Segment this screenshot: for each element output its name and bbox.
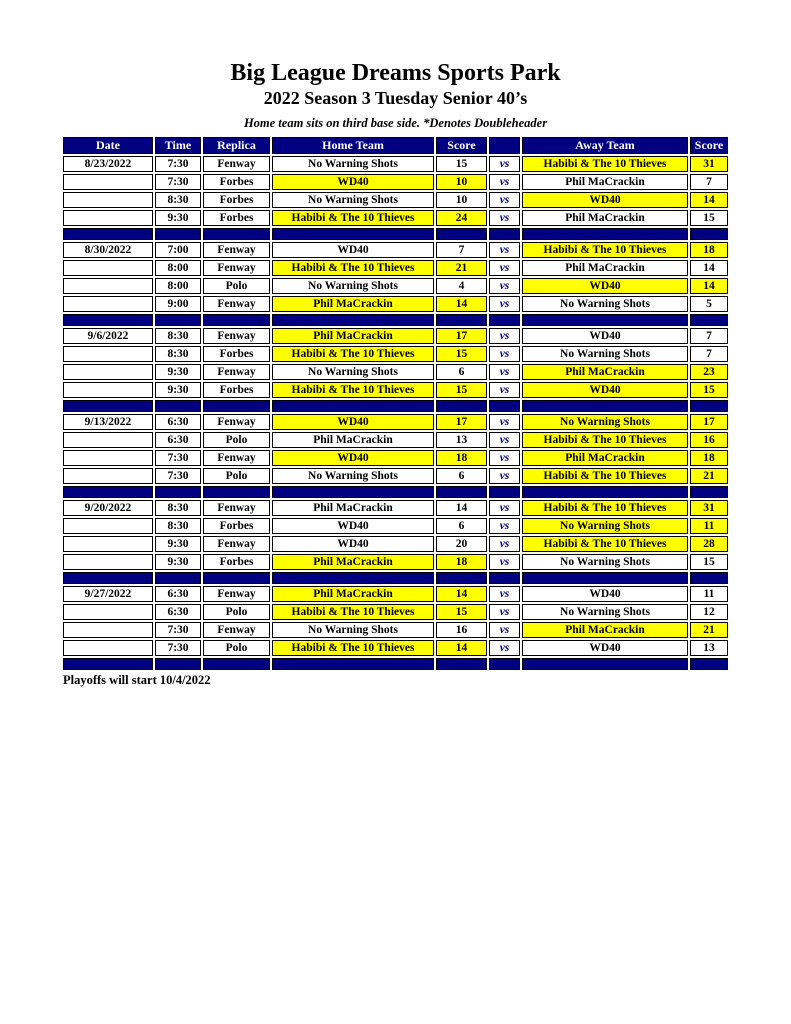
separator-cell (522, 658, 688, 670)
home-score-cell: 18 (436, 450, 487, 466)
time-cell: 9:00 (155, 296, 201, 312)
away-score-cell: 18 (690, 450, 728, 466)
away-team-cell: WD40 (522, 382, 688, 398)
separator-cell (203, 228, 270, 240)
home-team-cell: Habibi & The 10 Thieves (272, 604, 434, 620)
vs-cell: vs (489, 468, 520, 484)
separator-cell (63, 228, 153, 240)
time-cell: 7:30 (155, 174, 201, 190)
col-header-vs (489, 137, 520, 154)
time-cell: 8:00 (155, 260, 201, 276)
game-row (63, 260, 728, 276)
date-cell (63, 604, 153, 620)
time-cell: 9:30 (155, 554, 201, 570)
time-cell: 9:30 (155, 382, 201, 398)
home-score-cell: 14 (436, 500, 487, 516)
game-row (63, 450, 728, 466)
separator-cell (203, 314, 270, 326)
time-cell: 8:30 (155, 192, 201, 208)
away-score-cell: 14 (690, 192, 728, 208)
separator-row (63, 486, 728, 498)
home-team-cell: Phil MaCrackin (272, 586, 434, 602)
game-row (63, 156, 728, 172)
home-score-cell: 18 (436, 554, 487, 570)
game-row (63, 328, 728, 344)
game-row (63, 604, 728, 620)
home-team-cell: No Warning Shots (272, 364, 434, 380)
time-cell: 6:30 (155, 586, 201, 602)
replica-cell: Fenway (203, 500, 270, 516)
home-score-cell: 6 (436, 468, 487, 484)
time-cell: 8:30 (155, 500, 201, 516)
game-row (63, 364, 728, 380)
vs-cell: vs (489, 296, 520, 312)
game-row (63, 174, 728, 190)
replica-cell: Polo (203, 278, 270, 294)
away-score-cell: 12 (690, 604, 728, 620)
separator-cell (203, 400, 270, 412)
time-cell: 7:30 (155, 640, 201, 656)
time-cell: 7:00 (155, 242, 201, 258)
date-cell (63, 174, 153, 190)
away-team-cell: Habibi & The 10 Thieves (522, 156, 688, 172)
away-team-cell: No Warning Shots (522, 554, 688, 570)
home-team-cell: No Warning Shots (272, 622, 434, 638)
separator-cell (436, 658, 487, 670)
separator-cell (522, 400, 688, 412)
separator-cell (489, 400, 520, 412)
home-score-cell: 10 (436, 192, 487, 208)
vs-cell: vs (489, 500, 520, 516)
away-team-cell: WD40 (522, 328, 688, 344)
separator-cell (436, 314, 487, 326)
replica-cell: Forbes (203, 554, 270, 570)
date-cell: 9/6/2022 (63, 328, 153, 344)
away-team-cell: Habibi & The 10 Thieves (522, 536, 688, 552)
time-cell: 9:30 (155, 536, 201, 552)
game-row (63, 278, 728, 294)
separator-cell (272, 572, 434, 584)
away-team-cell: Phil MaCrackin (522, 364, 688, 380)
away-score-cell: 21 (690, 468, 728, 484)
replica-cell: Forbes (203, 174, 270, 190)
game-row (63, 468, 728, 484)
separator-cell (690, 658, 728, 670)
game-row (63, 242, 728, 258)
date-cell (63, 260, 153, 276)
time-cell: 8:30 (155, 328, 201, 344)
away-score-cell: 15 (690, 210, 728, 226)
home-score-cell: 15 (436, 346, 487, 362)
home-team-cell: Phil MaCrackin (272, 554, 434, 570)
vs-cell: vs (489, 640, 520, 656)
separator-cell (272, 228, 434, 240)
date-cell: 9/20/2022 (63, 500, 153, 516)
home-score-cell: 15 (436, 604, 487, 620)
replica-cell: Fenway (203, 414, 270, 430)
date-cell (63, 364, 153, 380)
away-score-cell: 13 (690, 640, 728, 656)
date-cell (63, 536, 153, 552)
replica-cell: Polo (203, 468, 270, 484)
home-score-cell: 24 (436, 210, 487, 226)
away-score-cell: 15 (690, 554, 728, 570)
time-cell: 9:30 (155, 364, 201, 380)
separator-row (63, 314, 728, 326)
date-cell: 9/27/2022 (63, 586, 153, 602)
separator-cell (436, 400, 487, 412)
date-cell: 8/23/2022 (63, 156, 153, 172)
game-row (63, 192, 728, 208)
away-team-cell: No Warning Shots (522, 518, 688, 534)
away-team-cell: WD40 (522, 640, 688, 656)
separator-cell (522, 572, 688, 584)
home-score-cell: 17 (436, 328, 487, 344)
time-cell: 7:30 (155, 156, 201, 172)
date-cell (63, 640, 153, 656)
game-row (63, 640, 728, 656)
vs-cell: vs (489, 622, 520, 638)
home-team-cell: No Warning Shots (272, 278, 434, 294)
away-team-cell: Phil MaCrackin (522, 450, 688, 466)
separator-cell (155, 400, 201, 412)
away-score-cell: 5 (690, 296, 728, 312)
home-team-cell: No Warning Shots (272, 192, 434, 208)
time-cell: 6:30 (155, 432, 201, 448)
col-header-date: Date (63, 137, 153, 154)
vs-cell: vs (489, 260, 520, 276)
separator-cell (690, 572, 728, 584)
game-row (63, 586, 728, 602)
col-header-away-team: Away Team (522, 137, 688, 154)
away-team-cell: Phil MaCrackin (522, 260, 688, 276)
home-team-cell: Phil MaCrackin (272, 432, 434, 448)
away-team-cell: No Warning Shots (522, 414, 688, 430)
vs-cell: vs (489, 364, 520, 380)
table-header-row (63, 137, 728, 154)
separator-cell (522, 228, 688, 240)
separator-cell (436, 572, 487, 584)
time-cell: 7:30 (155, 468, 201, 484)
separator-cell (203, 572, 270, 584)
time-cell: 9:30 (155, 210, 201, 226)
separator-cell (489, 314, 520, 326)
separator-cell (489, 572, 520, 584)
away-team-cell: Habibi & The 10 Thieves (522, 242, 688, 258)
vs-cell: vs (489, 346, 520, 362)
playoffs-note: Playoffs will start 10/4/2022 (63, 673, 211, 687)
separator-row (63, 400, 728, 412)
separator-cell (63, 314, 153, 326)
vs-cell: vs (489, 156, 520, 172)
replica-cell: Polo (203, 604, 270, 620)
home-score-cell: 4 (436, 278, 487, 294)
replica-cell: Polo (203, 640, 270, 656)
vs-cell: vs (489, 554, 520, 570)
date-cell (63, 554, 153, 570)
replica-cell: Forbes (203, 346, 270, 362)
away-score-cell: 11 (690, 518, 728, 534)
time-cell: 8:30 (155, 518, 201, 534)
date-cell (63, 296, 153, 312)
separator-cell (63, 486, 153, 498)
away-team-cell: No Warning Shots (522, 604, 688, 620)
col-header-away-score: Score (690, 137, 728, 154)
col-header-home-score: Score (436, 137, 487, 154)
vs-cell: vs (489, 210, 520, 226)
replica-cell: Polo (203, 432, 270, 448)
replica-cell: Forbes (203, 210, 270, 226)
game-row (63, 346, 728, 362)
away-score-cell: 14 (690, 260, 728, 276)
date-cell (63, 622, 153, 638)
separator-row (63, 228, 728, 240)
away-team-cell: WD40 (522, 586, 688, 602)
replica-cell: Fenway (203, 328, 270, 344)
separator-cell (436, 486, 487, 498)
game-row (63, 432, 728, 448)
separator-cell (63, 400, 153, 412)
separator-cell (522, 486, 688, 498)
separator-cell (690, 400, 728, 412)
away-team-cell: WD40 (522, 278, 688, 294)
replica-cell: Fenway (203, 536, 270, 552)
replica-cell: Fenway (203, 242, 270, 258)
replica-cell: Fenway (203, 364, 270, 380)
home-score-cell: 6 (436, 518, 487, 534)
away-score-cell: 31 (690, 156, 728, 172)
home-score-cell: 6 (436, 364, 487, 380)
replica-cell: Forbes (203, 382, 270, 398)
home-team-cell: WD40 (272, 536, 434, 552)
game-row (63, 554, 728, 570)
game-row (63, 518, 728, 534)
home-team-cell: WD40 (272, 518, 434, 534)
game-row (63, 622, 728, 638)
away-score-cell: 16 (690, 432, 728, 448)
home-score-cell: 14 (436, 586, 487, 602)
home-team-cell: Phil MaCrackin (272, 500, 434, 516)
away-team-cell: Phil MaCrackin (522, 210, 688, 226)
separator-cell (690, 314, 728, 326)
date-cell (63, 432, 153, 448)
home-score-cell: 21 (436, 260, 487, 276)
replica-cell: Fenway (203, 156, 270, 172)
vs-cell: vs (489, 382, 520, 398)
date-cell (63, 192, 153, 208)
separator-row (63, 572, 728, 584)
separator-cell (155, 228, 201, 240)
away-score-cell: 28 (690, 536, 728, 552)
home-score-cell: 14 (436, 296, 487, 312)
separator-cell (272, 658, 434, 670)
home-team-cell: WD40 (272, 414, 434, 430)
home-team-cell: Habibi & The 10 Thieves (272, 260, 434, 276)
date-cell (63, 518, 153, 534)
home-score-cell: 10 (436, 174, 487, 190)
home-score-cell: 7 (436, 242, 487, 258)
home-score-cell: 15 (436, 156, 487, 172)
home-team-cell: WD40 (272, 242, 434, 258)
date-cell: 8/30/2022 (63, 242, 153, 258)
replica-cell: Forbes (203, 192, 270, 208)
vs-cell: vs (489, 450, 520, 466)
home-team-cell: Habibi & The 10 Thieves (272, 210, 434, 226)
separator-cell (155, 572, 201, 584)
separator-cell (63, 572, 153, 584)
vs-cell: vs (489, 604, 520, 620)
away-team-cell: Habibi & The 10 Thieves (522, 500, 688, 516)
separator-cell (690, 228, 728, 240)
away-score-cell: 21 (690, 622, 728, 638)
col-header-replica: Replica (203, 137, 270, 154)
separator-cell (63, 658, 153, 670)
date-cell (63, 382, 153, 398)
away-score-cell: 11 (690, 586, 728, 602)
separator-cell (436, 228, 487, 240)
home-score-cell: 16 (436, 622, 487, 638)
home-score-cell: 17 (436, 414, 487, 430)
vs-cell: vs (489, 328, 520, 344)
away-score-cell: 23 (690, 364, 728, 380)
home-score-cell: 13 (436, 432, 487, 448)
time-cell: 7:30 (155, 622, 201, 638)
away-score-cell: 31 (690, 500, 728, 516)
game-row (63, 536, 728, 552)
date-cell (63, 346, 153, 362)
schedule-table (61, 135, 730, 672)
away-team-cell: Phil MaCrackin (522, 174, 688, 190)
away-score-cell: 14 (690, 278, 728, 294)
away-score-cell: 15 (690, 382, 728, 398)
game-row (63, 296, 728, 312)
replica-cell: Fenway (203, 296, 270, 312)
separator-cell (489, 228, 520, 240)
separator-cell (155, 658, 201, 670)
separator-cell (272, 486, 434, 498)
home-team-cell: Phil MaCrackin (272, 328, 434, 344)
date-cell: 9/13/2022 (63, 414, 153, 430)
separator-row (63, 658, 728, 670)
separator-cell (489, 486, 520, 498)
vs-cell: vs (489, 518, 520, 534)
separator-cell (522, 314, 688, 326)
away-team-cell: WD40 (522, 192, 688, 208)
time-cell: 7:30 (155, 450, 201, 466)
home-score-cell: 20 (436, 536, 487, 552)
away-team-cell: Habibi & The 10 Thieves (522, 432, 688, 448)
home-team-cell: Habibi & The 10 Thieves (272, 346, 434, 362)
time-cell: 6:30 (155, 414, 201, 430)
vs-cell: vs (489, 536, 520, 552)
away-score-cell: 7 (690, 328, 728, 344)
time-cell: 8:30 (155, 346, 201, 362)
replica-cell: Forbes (203, 518, 270, 534)
vs-cell: vs (489, 192, 520, 208)
time-cell: 6:30 (155, 604, 201, 620)
vs-cell: vs (489, 278, 520, 294)
separator-cell (272, 400, 434, 412)
away-score-cell: 18 (690, 242, 728, 258)
replica-cell: Fenway (203, 260, 270, 276)
season-subtitle: 2022 Season 3 Tuesday Senior 40’s (263, 88, 528, 108)
replica-cell: Fenway (203, 450, 270, 466)
vs-cell: vs (489, 432, 520, 448)
time-cell: 8:00 (155, 278, 201, 294)
home-team-cell: Habibi & The 10 Thieves (272, 640, 434, 656)
away-team-cell: Phil MaCrackin (522, 622, 688, 638)
away-team-cell: Habibi & The 10 Thieves (522, 468, 688, 484)
game-row (63, 414, 728, 430)
away-team-cell: No Warning Shots (522, 296, 688, 312)
date-cell (63, 278, 153, 294)
col-header-home-team: Home Team (272, 137, 434, 154)
date-cell (63, 450, 153, 466)
home-team-cell: WD40 (272, 174, 434, 190)
game-row (63, 210, 728, 226)
home-team-note: Home team sits on third base side. *Denotes Doubleheader (243, 116, 548, 130)
away-score-cell: 17 (690, 414, 728, 430)
date-cell (63, 468, 153, 484)
separator-cell (155, 486, 201, 498)
col-header-time: Time (155, 137, 201, 154)
game-row (63, 382, 728, 398)
home-team-cell: WD40 (272, 450, 434, 466)
separator-cell (690, 486, 728, 498)
separator-cell (155, 314, 201, 326)
replica-cell: Fenway (203, 586, 270, 602)
separator-cell (489, 658, 520, 670)
separator-cell (203, 658, 270, 670)
vs-cell: vs (489, 242, 520, 258)
home-team-cell: Phil MaCrackin (272, 296, 434, 312)
home-team-cell: Habibi & The 10 Thieves (272, 382, 434, 398)
game-row (63, 500, 728, 516)
date-cell (63, 210, 153, 226)
away-score-cell: 7 (690, 174, 728, 190)
page-title: Big League Dreams Sports Park (230, 60, 561, 86)
home-score-cell: 15 (436, 382, 487, 398)
away-team-cell: No Warning Shots (522, 346, 688, 362)
home-team-cell: No Warning Shots (272, 468, 434, 484)
vs-cell: vs (489, 414, 520, 430)
separator-cell (203, 486, 270, 498)
home-score-cell: 14 (436, 640, 487, 656)
vs-cell: vs (489, 174, 520, 190)
separator-cell (272, 314, 434, 326)
replica-cell: Fenway (203, 622, 270, 638)
vs-cell: vs (489, 586, 520, 602)
away-score-cell: 7 (690, 346, 728, 362)
home-team-cell: No Warning Shots (272, 156, 434, 172)
